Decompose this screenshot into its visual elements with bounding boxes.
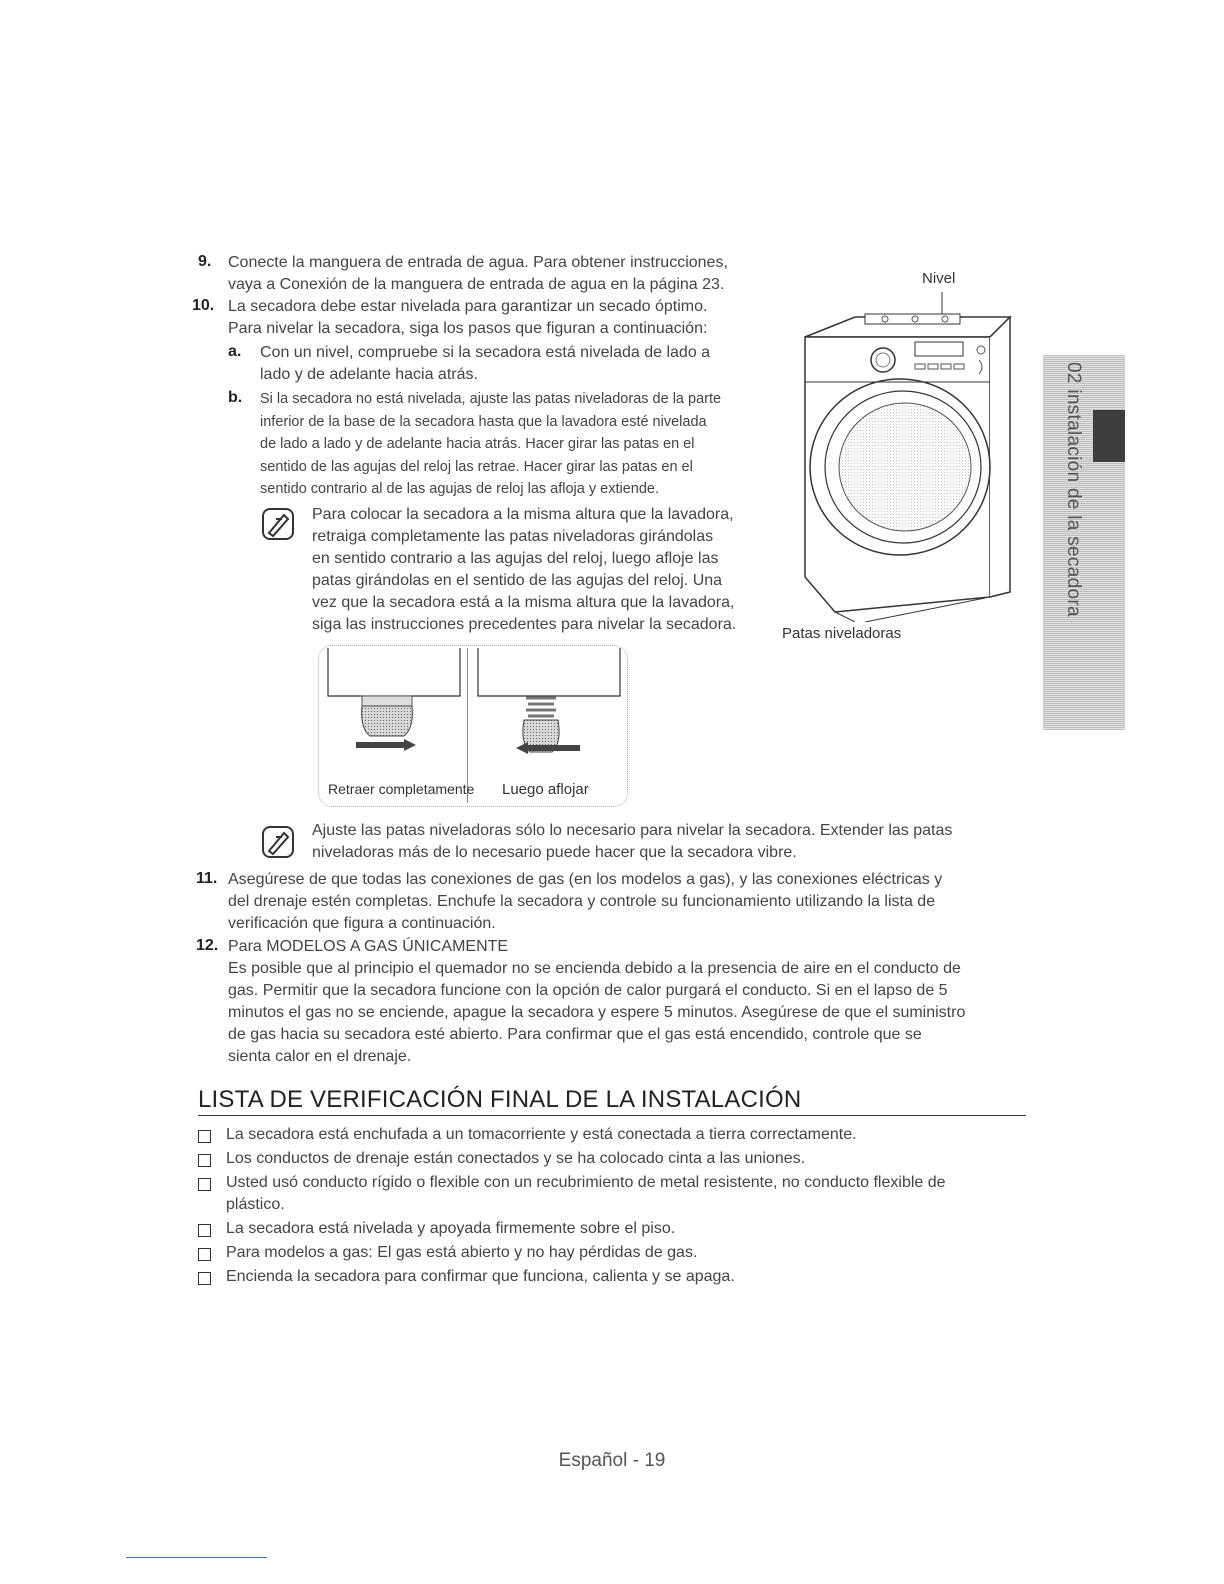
step-9-text (228, 252, 788, 296)
text-line: inferior de la base de la secadora hasta que la lavadora esté nivelada (260, 413, 707, 430)
bottom-rule (126, 1557, 267, 1558)
step-b-text (260, 388, 780, 501)
text-line: siga las instrucciones precedentes para nivelar la secadora. (312, 616, 737, 633)
text-line: vaya a Conexión de la manguera de entrada de agua en la página 23. (228, 276, 725, 293)
text-line: minutos el gas no se enciende, apague la secadora y espere 5 minutos. Asegúrese de que el suministro (228, 1004, 966, 1021)
checkbox[interactable] (198, 1130, 211, 1143)
text-line: lado y de adelante hacia atrás. (260, 366, 478, 383)
chapter-side-tab-label: 02 instalación de la secadora (1063, 362, 1084, 617)
checklist-item: Los conductos de drenaje están conectados y se ha colocado cinta a las uniones. (226, 1150, 806, 1167)
text-line: Si la secadora no está nivelada, ajuste las patas niveladoras de la parte (260, 391, 722, 407)
feet-figure-divider (467, 648, 468, 803)
text-line: plástico. (226, 1196, 285, 1213)
step-12-title: Para MODELOS A GAS ÚNICAMENTE (228, 938, 509, 955)
text-line: en sentido contrario a las agujas del reloj, luego afloje las (312, 550, 719, 567)
checkbox[interactable] (198, 1178, 211, 1191)
step-number-11: 11. (196, 870, 218, 887)
checklist-item: Encienda la secadora para confirmar que funciona, calienta y se apaga. (226, 1268, 735, 1285)
text-line: La secadora debe estar nivelada para garantizar un secado óptimo. (228, 298, 708, 315)
step-letter-a: a. (228, 343, 242, 360)
text-line: vez que la secadora está a la misma altura que la lavadora, (312, 594, 735, 611)
text-line: verificación que figura a continuación. (228, 915, 496, 932)
text-line: Es posible que al principio el quemador no se encienda debido a la presencia de aire en el conducto de (228, 960, 961, 977)
text-line: Ajuste las patas niveladoras sólo lo necesario para nivelar la secadora. Extender las patas (312, 822, 953, 839)
chapter-side-tab-marker (1093, 410, 1125, 462)
text-line: de lado a lado y de adelante hacia atrás. Hacer girar las patas en el (260, 436, 695, 452)
checklist-item (226, 1172, 1026, 1216)
checklist-item: La secadora está nivelada y apoyada firmemente sobre el piso. (226, 1220, 676, 1237)
text-line: Asegúrese de que todas las conexiones de gas (en los modelos a gas), y las conexiones eléctricas y (228, 871, 943, 888)
page-number: Español - 19 (558, 1450, 666, 1471)
step-a-text (260, 342, 780, 386)
foot-loosen-illustration (470, 648, 624, 778)
text-line: gas. Permitir que la secadora funcione con la opción de calor purgará el conducto. Si en el lapso de 5 (228, 982, 948, 999)
text-line: sentido de las agujas del reloj las retrae. Hacer girar las patas en el (260, 458, 693, 475)
foot-retract-illustration (320, 648, 466, 778)
feet-caption-right: Luego aflojar (502, 781, 589, 798)
text-line: Usted usó conducto rígido o flexible con un recubrimiento de metal resistente, no conducto flexible de (226, 1174, 946, 1191)
checklist-item: Para modelos a gas: El gas está abierto y no hay pérdidas de gas. (226, 1244, 698, 1261)
text-line: Conecte la manguera de entrada de agua. Para obtener instrucciones, (228, 254, 728, 271)
checklist-item: La secadora está enchufada a un tomacorriente y está conectada a tierra correctamente. (226, 1126, 857, 1143)
text-line: del drenaje estén completas. Enchufe la secadora y controle su funcionamiento utilizando la lista de (228, 893, 936, 910)
note-1-text (312, 504, 782, 636)
step-number-10: 10. (192, 297, 215, 314)
note-2-text (312, 820, 1012, 864)
text-line: sienta calor en el drenaje. (228, 1048, 412, 1065)
text-line: retraiga completamente las patas niveladoras girándolas (312, 528, 714, 545)
step-11-text (228, 869, 1028, 935)
note-icon (260, 506, 296, 542)
text-line: sentido contrario al de las agujas de reloj las afloja y extiende. (260, 481, 659, 497)
step-12-text (228, 936, 1028, 1068)
checkbox[interactable] (198, 1248, 211, 1261)
text-line: patas girándolas en el sentido de las agujas del reloj. Una (312, 572, 723, 589)
checkbox[interactable] (198, 1224, 211, 1237)
figure-label-nivel: Nivel (922, 270, 956, 287)
checklist-heading: LISTA DE VERIFICACIÓN FINAL DE LA INSTALACIÓN (198, 1086, 1026, 1116)
text-line: de gas hacia su secadora esté abierto. Para confirmar que el gas está encendido, controle que se (228, 1026, 922, 1043)
text-line: Para nivelar la secadora, siga los pasos que figuran a continuación: (228, 320, 708, 337)
figure-label-patas: Patas niveladoras (782, 625, 902, 642)
dryer-illustration (785, 292, 1015, 622)
feet-caption-left: Retraer completamente (328, 781, 475, 797)
step-10-text (228, 296, 788, 340)
step-letter-b: b. (228, 389, 243, 406)
step-number-9: 9. (198, 253, 212, 270)
checkbox[interactable] (198, 1154, 211, 1167)
checkbox[interactable] (198, 1272, 211, 1285)
note-icon (260, 824, 296, 860)
step-number-12: 12. (196, 937, 219, 954)
text-line: Con un nivel, compruebe si la secadora está nivelada de lado a (260, 344, 711, 361)
text-line: Para colocar la secadora a la misma altura que la lavadora, (312, 506, 734, 523)
text-line: niveladoras más de lo necesario puede hacer que la secadora vibre. (312, 844, 797, 861)
